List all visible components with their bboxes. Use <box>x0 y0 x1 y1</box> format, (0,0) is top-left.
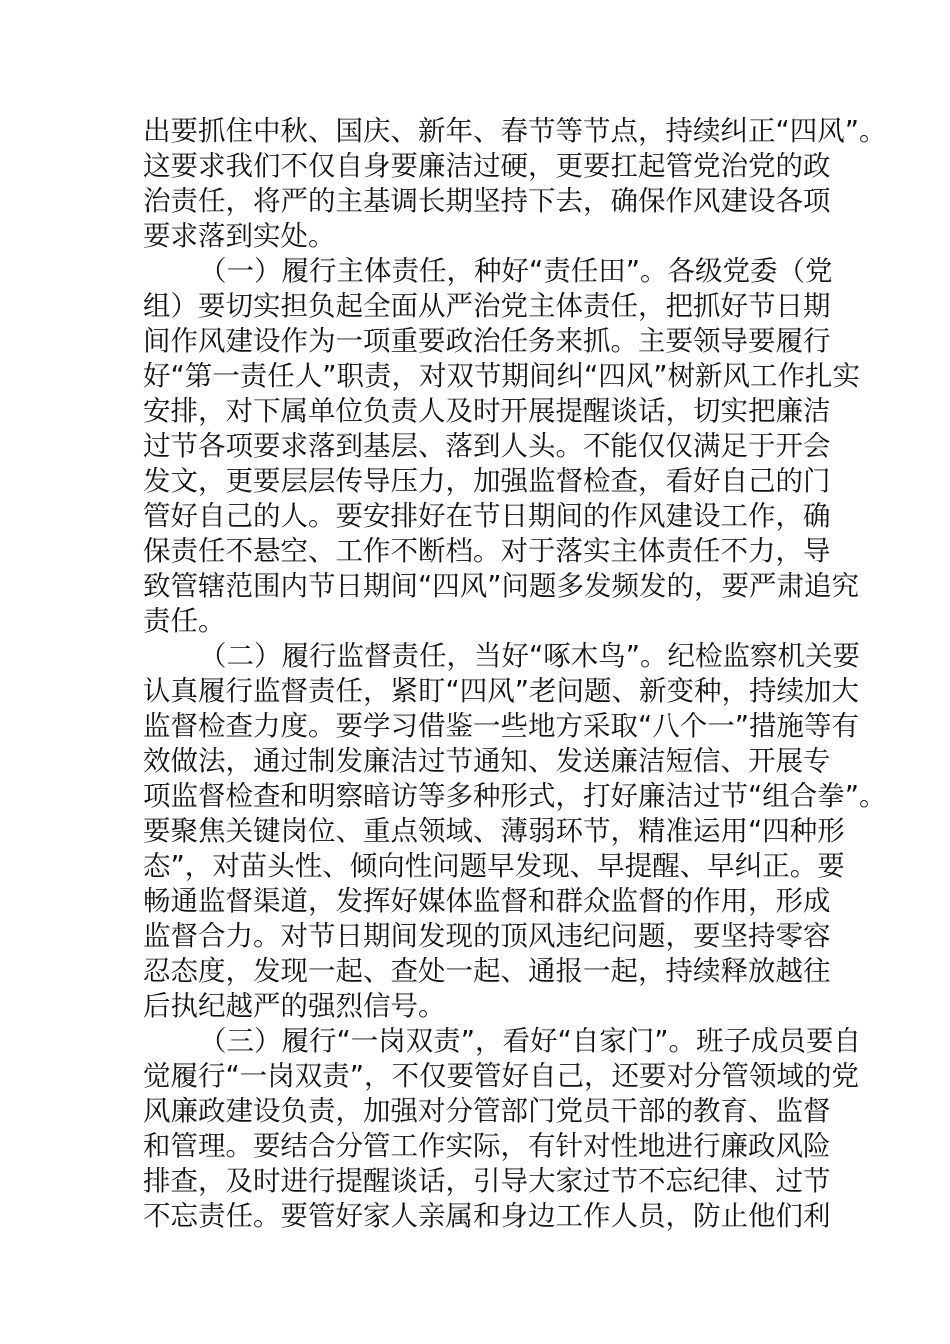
text-line: 间作风建设作为一项重要政治任务来抓。主要领导要履行 <box>143 325 831 357</box>
body-text <box>143 114 887 1234</box>
section-heading-2: （二）履行监督责任，当好“啄木鸟”。纪检监察机关要 <box>199 640 860 672</box>
text-line: 要求落到实处。 <box>143 220 336 252</box>
text-line: 态”，对苗头性、倾向性问题早发现、早提醒、早纠正。要 <box>143 850 845 882</box>
text-line: 认真履行监督责任，紧盯“四风”老问题、新变种，持续加大 <box>143 675 859 707</box>
section-heading-3: （三）履行“一岗双责”，看好“自家门”。班子成员要自 <box>199 1025 861 1057</box>
text-line: 监督合力。对节日期间发现的顶风违纪问题，要坚持零容 <box>143 920 831 952</box>
text-line: 忍态度，发现一起、查处一起、通报一起，持续释放越往 <box>143 955 831 987</box>
text-line: 出要抓住中秋、国庆、新年、春节等节点，持续纠正“四风”。 <box>143 115 887 147</box>
text-line: 畅通监督渠道，发挥好媒体监督和群众监督的作用，形成 <box>143 885 831 917</box>
text-line: 监督检查力度。要学习借鉴一些地方采取“八个一”措施等有 <box>143 710 859 742</box>
text-line: 风廉政建设负责，加强对分管部门党员干部的教育、监督 <box>143 1095 831 1127</box>
text-line: 项监督检查和明察暗访等多种形式，打好廉洁过节“组合拳”。 <box>143 780 887 812</box>
text-line: 保责任不悬空、工作不断档。对于落实主体责任不力，导 <box>143 535 831 567</box>
text-line: 过节各项要求落到基层、落到人头。不能仅仅满足于开会 <box>143 430 831 462</box>
text-line: 排查，及时进行提醒谈话，引导大家过节不忘纪律、过节 <box>143 1165 831 1197</box>
text-line: 和管理。要结合分管工作实际，有针对性地进行廉政风险 <box>143 1130 831 1162</box>
text-line: 觉履行“一岗双责”，不仅要管好自己，还要对分管领域的党 <box>143 1060 859 1092</box>
text-line: 致管辖范围内节日期间“四风”问题多发频发的，要严肃追究 <box>143 570 859 602</box>
text-line: 要聚焦关键岗位、重点领域、薄弱环节，精准运用“四种形 <box>143 815 845 847</box>
text-line: 安排，对下属单位负责人及时开展提醒谈话，切实把廉洁 <box>143 395 831 427</box>
text-line: 责任。 <box>143 605 226 637</box>
text-line: 组）要切实担负起全面从严治党主体责任，把抓好节日期 <box>143 290 831 322</box>
text-line: 这要求我们不仅自身要廉洁过硬，更要扛起管党治党的政 <box>143 150 831 182</box>
text-line: 治责任，将严的主基调长期坚持下去，确保作风建设各项 <box>143 185 831 217</box>
text-line: 不忘责任。要管好家人亲属和身边工作人员，防止他们利 <box>143 1200 831 1232</box>
section-heading-1: （一）履行主体责任，种好“责任田”。各级党委（党 <box>199 255 833 287</box>
text-line: 管好自己的人。要安排好在节日期间的作风建设工作，确 <box>143 500 831 532</box>
text-line: 好“第一责任人”职责，对双节期间纠“四风”树新风工作扎实 <box>143 360 860 392</box>
text-line: 效做法，通过制发廉洁过节通知、发送廉洁短信、开展专 <box>143 745 831 777</box>
text-line: 后执纪越严的强烈信号。 <box>143 990 446 1022</box>
text-line: 发文，更要层层传导压力，加强监督检查，看好自己的门 <box>143 465 831 497</box>
